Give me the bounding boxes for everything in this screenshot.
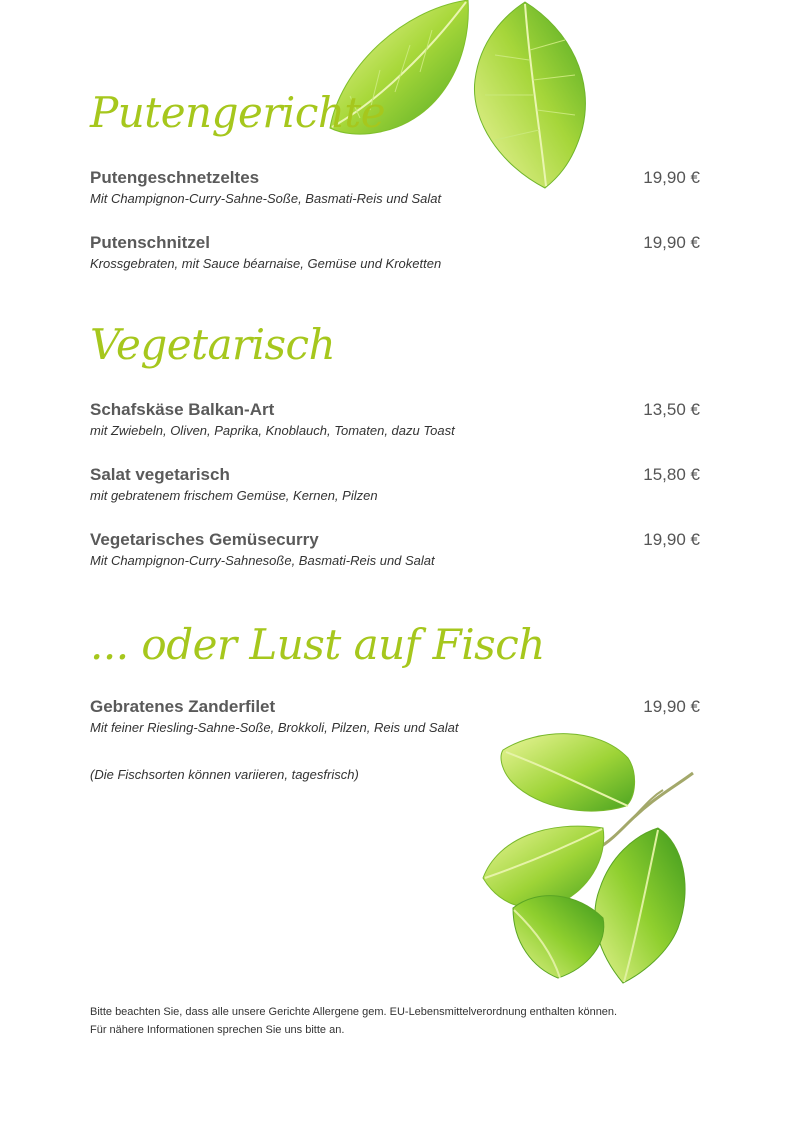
item-description: Mit feiner Riesling-Sahne-Soße, Brokkoli, Pilzen, Reis und Salat [90,720,459,735]
item-description: Mit Champignon-Curry-Sahne-Soße, Basmati-Reis und Salat [90,191,442,206]
item-price: 13,50 € [643,400,700,419]
section-title: Putengerichte [90,88,386,137]
item-name: Putengeschnetzeltes [90,168,260,187]
item-price: 19,90 € [643,697,700,716]
menu-item [90,530,700,568]
leaf-branch-illustration-bottom [478,728,703,986]
item-name: Salat vegetarisch [90,465,230,484]
item-name: Putenschnitzel [90,233,210,252]
leaf-bottom-left [513,896,604,978]
menu-item [90,168,700,206]
menu-item [90,400,700,438]
leaf-middle-right [595,828,685,983]
item-price: 19,90 € [643,233,700,252]
footer-line: Für nähere Informationen sprechen Sie uns bitte an. [90,1024,345,1036]
item-name: Gebratenes Zanderfilet [90,697,276,716]
item-name: Schafskäse Balkan-Art [90,400,275,419]
fish-note: (Die Fischsorten können variieren, tagesfrisch) [90,767,359,782]
item-description: mit Zwiebeln, Oliven, Paprika, Knoblauch, Tomaten, dazu Toast [90,423,455,438]
item-price: 15,80 € [643,465,700,484]
item-description: mit gebratenem frischem Gemüse, Kernen, Pilzen [90,488,378,503]
menu-item [90,233,700,271]
item-price: 19,90 € [643,530,700,549]
section-title: Vegetarisch [90,320,336,369]
item-name: Vegetarisches Gemüsecurry [90,530,319,549]
item-description: Mit Champignon-Curry-Sahnesoße, Basmati-Reis und Salat [90,553,435,568]
leaf-top [501,734,635,811]
item-price: 19,90 € [643,168,700,187]
footer-line: Bitte beachten Sie, dass alle unsere Gerichte Allergene gem. EU-Lebensmittelverordnung enthalten können. [90,1006,618,1018]
section-title: ... oder Lust auf Fisch [90,620,545,669]
item-description: Krossgebraten, mit Sauce béarnaise, Gemüse und Kroketten [90,256,442,271]
allergen-footer [90,1003,617,1039]
menu-item [90,465,700,503]
leaf-right [474,2,585,188]
